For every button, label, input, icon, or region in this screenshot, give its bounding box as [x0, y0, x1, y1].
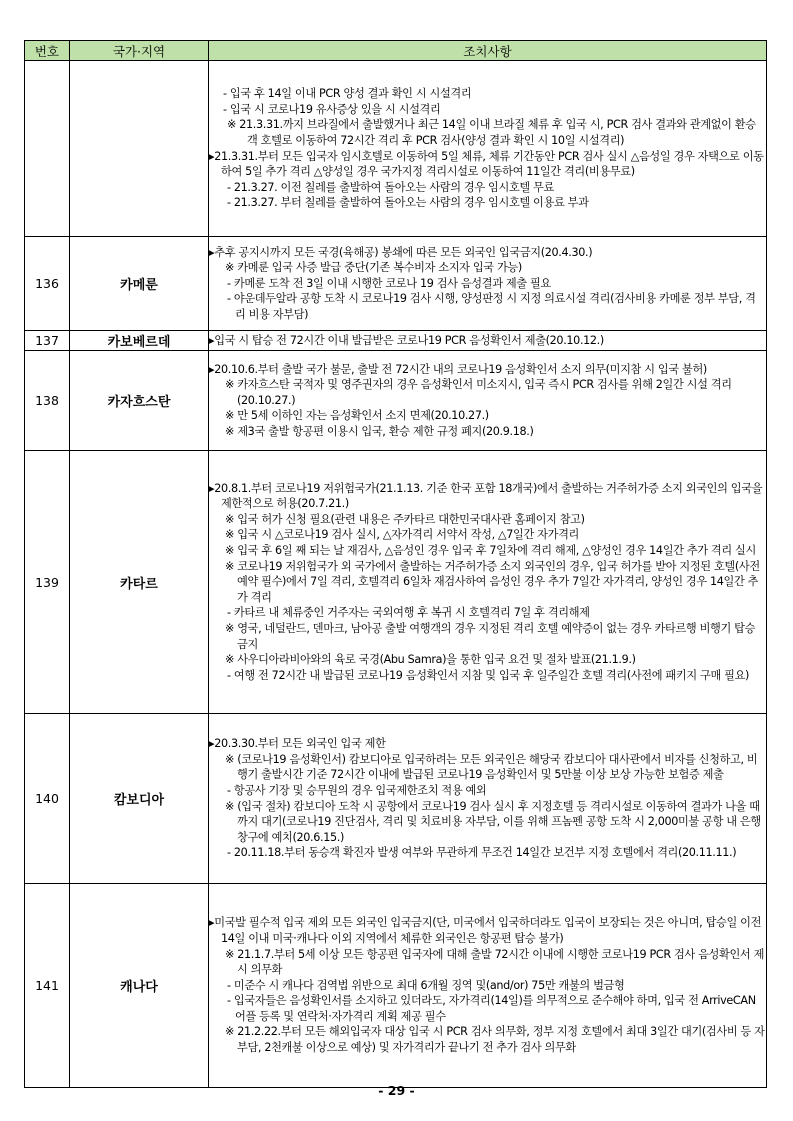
measure-line: ▸미국발 필수적 입국 제외 모든 외국인 입국금지(단, 미국에서 입국하더라도 입국이 보장되는 것은 아니며, 탑승일 이전 14일 이내 미국·캐나다 이외 지역에서 체류한 외국인은 항공편 탑승 불가): [209, 916, 762, 945]
header-country: 국가·지역: [70, 41, 209, 61]
table-row: [25, 884, 767, 1088]
measure-line: ※ (입국 절차) 캄보디아 도착 시 공항에서 코로나19 검사 실시 후 지정호텔 등 격리시설로 이동하여 결과가 나올 때까지 대기(코로나19 진단검사, 격리 및 치료비용 자부담, 이를 위해 프놈펜 공항 도착 시 2,000미불 공항 내 은행 창구에 예치(20.6.15.): [225, 799, 761, 844]
row-number: 136: [25, 237, 70, 331]
measures-cell: [209, 331, 767, 351]
table-row: [25, 61, 767, 237]
measures-cell: [209, 451, 767, 714]
measures-cell: [209, 61, 767, 237]
row-number: 139: [25, 451, 70, 714]
measure-line: - 21.3.27. 이전 칠레를 출발하여 돌아오는 사람의 경우 임시호텔 무료: [227, 180, 554, 194]
table-header-row: [25, 41, 767, 61]
measure-line: - 21.3.27. 부터 칠레를 출발하여 돌아오는 사람의 경우 임시호텔 이용료 부과: [227, 196, 589, 210]
country-name: 캐나다: [70, 884, 209, 1088]
header-no: 번호: [25, 41, 70, 61]
table-row: [25, 714, 767, 884]
measure-line: ※ 만 5세 이하인 자는 음성확인서 소지 면제(20.10.27.): [225, 409, 489, 423]
measure-line: ▸21.3.31.부터 모든 입국자 임시호텔로 이동하여 5일 체류, 체류 기간동안 PCR 검사 실시 △음성일 경우 자택으로 이동하여 5일 추가 격리 △양성일 경우 국가지정 격리시설로 이동하여 11일간 격리(비용무료): [209, 149, 764, 179]
measure-line: ※ 21.3.31.까지 브라질에서 출발했거나 최근 14일 이내 브라질 체류 후 입국 시, PCR 검사 결과와 관계없이 환승객 호텔로 이동하여 72시간 격리 후 PCR 검사(양성 결과 확인 시 10일 시설격리): [227, 118, 756, 147]
measure-line: ▸20.3.30.부터 모든 외국인 입국 제한: [209, 737, 386, 751]
measure-line: - 여행 전 72시간 내 발급된 코로나19 음성확인서 지참 및 입국 후 일주일간 호텔 격리(사전에 패키지 구매 필요): [227, 668, 750, 682]
measure-line: - 20.11.18.부터 동승객 확진자 발생 여부와 무관하게 무조건 14일간 보건부 지정 호텔에서 격리(20.11.11.): [227, 846, 737, 860]
measure-line: ※ 카메룬 입국 사증 발급 중단(기존 복수비자 소지자 입국 가능): [225, 261, 522, 275]
measures-cell: [209, 714, 767, 884]
measure-line: ※ (코로나19 음성확인서) 캄보디아로 입국하려는 모든 외국인은 해당국 캄보디아 대사관에서 비자를 신청하고, 비행기 출발시간 기준 72시간 이내에 발급된 코로나19 음성확인서 및 5만불 이상 보상 가능한 보험증 제출: [225, 752, 758, 782]
measure-line: - 입국자들은 음성확인서를 소지하고 있더라도, 자가격리(14일)를 의무적으로 준수해야 하며, 입국 전 ArriveCAN 어플 등록 및 연락처·자가격리 계획 제공 필수: [227, 994, 756, 1023]
measure-line: ▸20.10.6.부터 출발 국가 불문, 출발 전 72시간 내의 코로나19 음성확인서 소지 의무(미지참 시 입국 불허): [209, 362, 707, 376]
measures-table: [24, 40, 767, 1088]
row-number: 140: [25, 714, 70, 884]
table-row: [25, 451, 767, 714]
measure-line: ▸입국 시 탑승 전 72시간 이내 발급받은 코로나19 PCR 음성확인서 제출(20.10.12.): [209, 333, 604, 347]
country-name: [70, 61, 209, 237]
measure-line: ※ 사우디아라비아와의 육로 국경(Abu Samra)을 통한 입국 요건 및 절차 발표(21.1.9.): [225, 653, 636, 667]
country-name: 카보베르데: [70, 331, 209, 351]
measure-line: ※ 영국, 네덜란드, 덴마크, 남아공 출발 여행객의 경우 지정된 격리 호텔 예약증이 없는 경우 카타르행 비행기 탑승 금지: [225, 621, 756, 651]
measure-line: ▸추후 공지시까지 모든 국경(육해공) 봉쇄에 따른 모든 외국인 입국금지(20.4.30.): [209, 245, 593, 259]
row-number: 141: [25, 884, 70, 1088]
measure-line: - 야운데두알라 공항 도착 시 코로나19 검사 시행, 양성판정 시 지정 의료시설 격리(검사비용 카메룬 정부 부담, 격리 비용 자부담): [227, 292, 756, 321]
row-number: [25, 61, 70, 237]
measure-line: ※ 코로나19 저위험국가 외 국가에서 출발하는 거주허가증 소지 외국인의 경우, 입국 허가를 받아 지정된 호텔(사전 예약 필수)에서 7일 격리, 호텔격리 6일차 재검사하여 음성인 경우 추가 7일간 자가격리, 양성인 경우 14일간 추가 격리: [225, 559, 760, 604]
measure-line: - 카메룬 도착 전 3일 이내 시행한 코로나 19 검사 음성결과 제출 필요: [227, 276, 551, 290]
measure-line: - 입국 시 코로나19 유사증상 있을 시 시설격리: [223, 102, 441, 116]
measures-cell: [209, 884, 767, 1088]
measure-line: ※ 입국 후 6일 째 되는 날 재검사, △음성인 경우 입국 후 7일차에 격리 해제, △양성인 경우 14일간 추가 격리 실시: [225, 544, 756, 558]
measure-line: ※ 카자흐스탄 국적자 및 영주권자의 경우 음성확인서 미소지시, 입국 즉시 PCR 검사를 위해 2일간 시설 격리(20.10.27.): [225, 378, 732, 407]
measure-line: ※ 제3국 출발 항공편 이용시 입국, 환승 제한 규정 폐지(20.9.18.): [225, 424, 534, 438]
measure-line: ※ 입국 시 △코로나19 검사 실시, △자가격리 서약서 작성, △7일간 자가격리: [225, 528, 579, 542]
measure-line: ▸20.8.1.부터 코로나19 저위험국가(21.1.13. 기준 한국 포함 18개국)에서 출발하는 거주허가증 소지 외국인의 입국을 제한적으로 허용(20.7.21.): [209, 481, 763, 511]
measures-cell: [209, 237, 767, 331]
table-row: [25, 351, 767, 451]
measure-line: ※ 21.1.7.부터 5세 이상 모든 항공편 입국자에 대해 출발 72시간 이내에 시행한 코로나19 PCR 검사 음성확인서 제시 의무화: [225, 947, 765, 977]
table-row: [25, 237, 767, 331]
measures-cell: [209, 351, 767, 451]
measure-line: ※ 21.2.22.부터 모든 해외입국자 대상 입국 시 PCR 검사 의무화, 정부 지정 호텔에서 최대 3일간 대기(검사비 등 자부담, 2천캐불 이상으로 예상) 및 자가격리가 끝나기 전 추가 검사 의무화: [225, 1025, 765, 1055]
page-number: - 29 -: [378, 1083, 415, 1098]
country-name: 카자흐스탄: [70, 351, 209, 451]
measure-line: - 항공사 기장 및 승무원의 경우 입국제한조치 적용 예외: [227, 783, 487, 797]
header-measures: 조치사항: [209, 41, 767, 61]
row-number: 137: [25, 331, 70, 351]
row-number: 138: [25, 351, 70, 451]
measure-line: - 입국 후 14일 이내 PCR 양성 결과 확인 시 시설격리: [223, 87, 472, 101]
country-name: 카타르: [70, 451, 209, 714]
measure-line: - 카타르 내 체류중인 거주자는 국외여행 후 복귀 시 호텔격리 7일 후 격리해제: [227, 606, 590, 620]
table-row: [25, 331, 767, 351]
measure-line: ※ 입국 허가 신청 필요(관련 내용은 주카타르 대한민국대사관 홈페이지 참고): [225, 512, 585, 526]
measure-line: - 미준수 시 캐나다 검역법 위반으로 최대 6개월 징역 및(and/or) 75만 캐불의 벌금형: [227, 978, 625, 992]
country-name: 캄보디아: [70, 714, 209, 884]
country-name: 카메룬: [70, 237, 209, 331]
